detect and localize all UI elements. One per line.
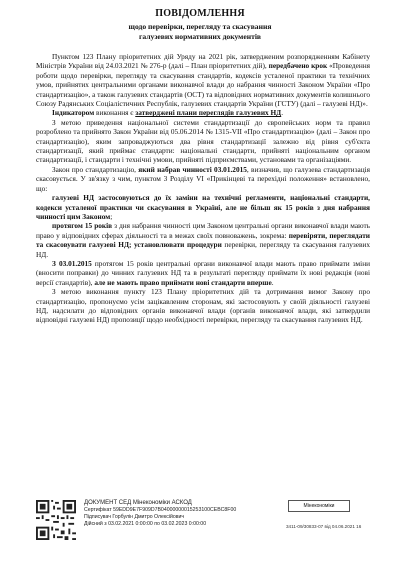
paragraph-6	[36, 221, 370, 259]
paragraph-2	[36, 108, 370, 117]
certificate-validity: Дійсний з 03.02.2021 0:00:00 по 03.02.2023 0:00:00	[84, 521, 207, 527]
paragraph-3: З метою приведення національної системи стандартизації до європейських норм та правил розроблено та прийнято Закон України від 05.06.2014 № 1315-VII «Про стандартизацію» (далі – Закон про стандартизацію), яким запроваджуються два рівня стандартизації залежно від рівня суб'єкта стандартизації, який приймає стандарти: національні стандарти, прийняті національним органом стандартизації, і стандарти і технічні умови, прийняті підприємствами, установами та організаціями.	[36, 117, 370, 165]
paragraph-2-underlined: затверджені плани переглядів галузевих НД	[135, 108, 282, 118]
paragraph-2-text: виконання є	[94, 108, 136, 118]
paragraph-7-bold-c: але не мають право приймати нові стандарти вперше	[94, 277, 272, 287]
paragraph-5	[36, 193, 370, 221]
signature-footer	[36, 500, 370, 550]
document-subtitle-line2: галузевих нормативних документів	[138, 32, 262, 41]
paragraph-4-bold: який набрав чинності 03.01.2015	[138, 164, 247, 174]
paragraph-6-end: перевірки, перегляду та скасування галузевих НД.	[36, 240, 370, 259]
paragraph-7-bold-a: З 03.01.2015	[52, 258, 92, 268]
paragraph-4-text-a: Закон про стандартизацію,	[52, 164, 139, 174]
paragraph-5-bold: галузеві НД застосовуються до їх заміни на технічні регламенти, національні стандарти, кодекси усталеної практики чи скасування в Україні, але не більш як 15 років з дня набрання чинності цим Законом	[36, 193, 370, 221]
paragraph-1	[36, 52, 370, 108]
signature-details	[84, 500, 236, 528]
paragraph-2-bold: Індикатором	[52, 108, 95, 118]
paragraph-7-end: .	[271, 277, 274, 287]
paragraph-4-text-c: , визначив, що галузева стандартизація скасовується. У зв'язку з чим, пунктом 3 Розділу VI «Прикінцеві та перехідні положення» встановлено, що:	[36, 164, 371, 193]
ministry-stamp: Мінекономіки	[288, 500, 350, 512]
paragraph-7	[36, 259, 370, 287]
paragraph-5-end: ;	[110, 211, 113, 221]
document-body	[36, 52, 370, 325]
paragraph-6-bold-a: протягом 15 років	[52, 221, 113, 231]
paragraph-1-bold: передбачено крок	[268, 61, 328, 71]
paragraph-6-text: з дня набрання чинності цим Законом центральні органи виконавчої влади мають право у відповідних сферах діяльності та в межах своїх повноважень, зокрема:	[36, 221, 370, 240]
paragraph-2-end: .	[281, 108, 284, 118]
paragraph-4	[36, 165, 370, 193]
paragraph-6-bold-c: перевіряти, переглядати та скасовувати галузеві НД; установлювати процедури	[36, 230, 370, 250]
certificate-number: Сертифікат 59EDD9E7F909D7B04000000015253100CEBC8F00	[84, 507, 237, 513]
paragraph-7-text: протягом 15 років центральні органи виконавчої влади мають право приймати зміни (вносити поправки) до чинних галузевих НД та в результаті перегляду приймати їх нові редакція (нові версії стандартів),	[36, 258, 371, 287]
qr-code-icon	[36, 500, 76, 540]
paragraph-1-text-a: Пунктом 123 Плану пріоритетних дій Уряду на 2021 рік, затвердженим розпорядженням Кабінету Міністрів України від 24.03.2021 № 276-р (далі – План пріоритетних дій),	[36, 52, 370, 71]
registration-number: 3411-09/30833-07 від 04.06.2021 16	[286, 524, 362, 529]
document-subtitle-line1: щодо перевірки, перегляду та скасування	[128, 22, 272, 31]
document-system-label: ДОКУМЕНТ СЕД Мінекономіки АСКОД	[84, 500, 192, 506]
signer-name: Підписувач Горбулін Дмитро Олексійович	[84, 514, 185, 520]
paragraph-8: З метою виконання пункту 123 Плану пріоритетних дій та дотримання вимог Закону про стандартизацію, пропонуємо усім зацікавленим сторонам, які застосовують у своїй діяльності галузеві НД, надсилати до відповідних органів виконавчої влади (органів виконавчої влади, які затвердили відповідні галузеві НД) пропозиції щодо необхідності перевірки, перегляду та скасування галузевих НД.	[36, 287, 370, 325]
paragraph-1-text-c: «Проведення роботи щодо перевірки, перегляду та скасування стандартів, кодексів усталеної практики та технічних умов, прийнятих центральними органами виконавчої влади до набрання чинності Законом України «Про стандартизацію», а також галузевих стандартів (ОСТ) та відповідних нормативних документів колишнього Союзу Радянських Соціалістичних Республік, галузевих стандартів України (ГСТУ) (далі – галузеві НД)».	[36, 61, 370, 109]
document-title: ПОВІДОМЛЕННЯ	[155, 8, 245, 19]
